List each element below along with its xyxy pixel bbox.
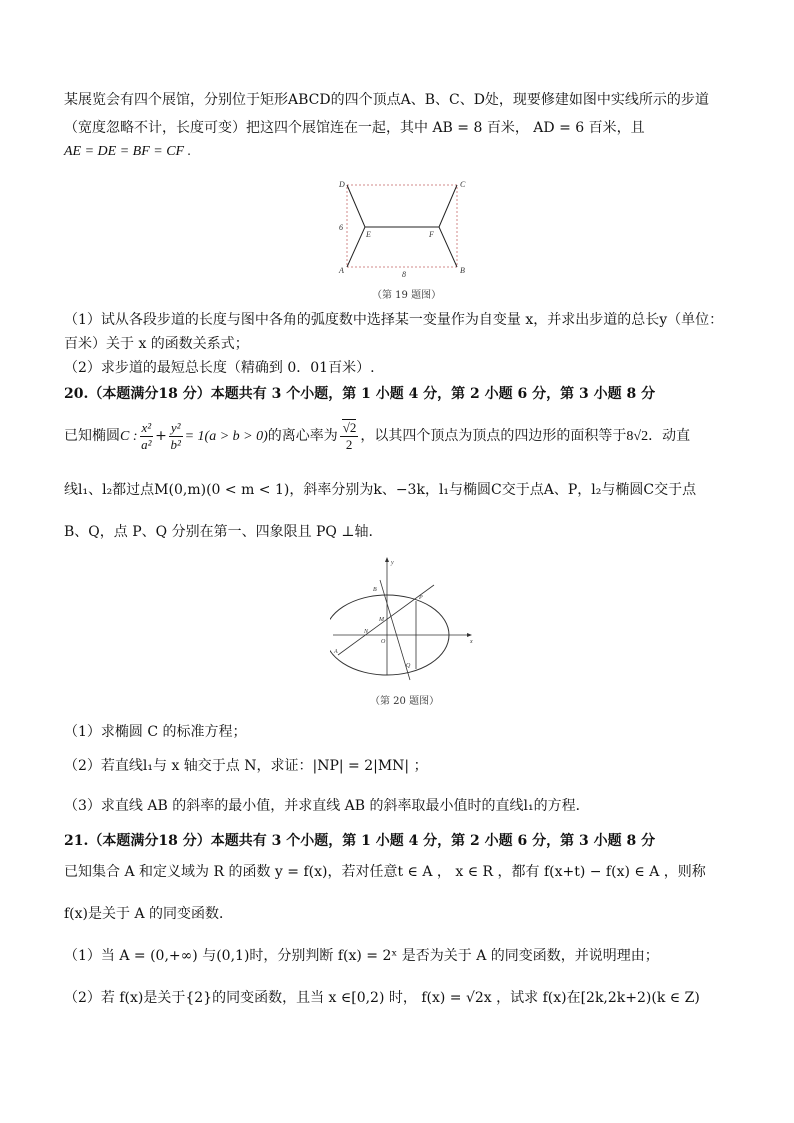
q20-eq-rest: = 1(a > b > 0)	[184, 429, 268, 444]
q19-condition: AE = DE = BF = CF .	[64, 144, 192, 159]
label-b: B	[460, 266, 465, 275]
q19-figure	[330, 175, 470, 280]
label-a: A	[339, 266, 344, 275]
label-p: P	[419, 595, 423, 601]
q20-caption: （第 20 题图）	[370, 696, 440, 707]
q20-ellipse-name: C :	[120, 429, 138, 444]
q19-part-1b: 百米）关于 x 的函数关系式；	[64, 336, 249, 352]
q20-figure	[330, 555, 480, 685]
q20-line1-post: ，以其四个顶点为顶点的四边形的面积等于	[360, 428, 627, 444]
q20-part-2: （2）若直线l₁与 x 轴交于点 N，求证：|NP| = 2|MN| ；	[64, 758, 428, 774]
label-o: O	[381, 639, 386, 645]
q20-line-3: B、Q，点 P、Q 分别在第一、四象限且 PQ ⊥轴.	[64, 524, 373, 540]
label-d: D	[339, 180, 345, 189]
walkway-left	[347, 185, 365, 267]
q21-header: 21.（本题满分18 分）本题共有 3 个小题，第 1 小题 4 分，第 2 小题 6 分，第 3 小题 8 分	[64, 833, 656, 849]
q20-line1-mid: 的离心率为	[267, 428, 338, 444]
q20-line1-pre: 已知椭圆	[64, 428, 120, 444]
q20-line-1: 已知椭圆C : $\frac{\text{x²}}{\text{a²}}$ + $\frac{\text{y²}}{\text{b²}}$ = 1(a > b > 0)的离心率为 $\frac{√2}{2}$ ，以其四个顶点为顶点的四边形的面积等于8√2．动直	[64, 419, 691, 452]
label-b: B	[373, 587, 377, 593]
label-a: A	[334, 649, 338, 655]
label-c: C	[460, 180, 466, 189]
q20-eccentricity: $\frac{√2}{2}$	[340, 420, 359, 453]
q19-part-1a: （1）试从各段步道的长度与图中各角的弧度数中选择某一变量作为自变量 x，并求出步道的总长y（单位：	[64, 312, 724, 328]
label-e: E	[366, 230, 371, 239]
label-n: N	[364, 629, 369, 635]
q19-caption: （第 19 题图）	[372, 290, 442, 301]
q20-frac-y: $\frac{\text{y²}}{\text{b²}}$	[170, 419, 181, 452]
q20-part-1: （1）求椭圆 C 的标准方程；	[64, 724, 247, 740]
walkway-right	[439, 185, 457, 267]
q20-frac-x: $\frac{\text{x²}}{\text{a²}}$	[141, 419, 152, 452]
q21-part-2: （2）若 f(x)是关于{2}的同变函数，且当 x ∈[0,2) 时， f(x) = √2x ，试求 f(x)在[2k,2k+2)(k ∈ Z)	[64, 990, 700, 1006]
label-side-8: 8	[402, 270, 406, 279]
q19-part-2: （2）求步道的最短总长度（精确到 0．01百米）.	[64, 360, 375, 376]
q20-line-2: 线l₁、l₂都过点M(0,m)(0 < m < 1)，斜率分别为k、−3k，l₁与椭圆C交于点A、P，l₂与椭圆C交于点	[64, 482, 697, 498]
rectangle-abcd	[347, 185, 457, 267]
label-y: y	[391, 560, 394, 566]
label-side-6: 6	[339, 223, 343, 232]
q20-area: 8√2	[626, 429, 649, 444]
q21-part-1: （1）当 A = (0,+∞) 与(0,1)时，分别判断 f(x) = 2ˣ 是否为关于 A 的同变函数，并说明理由；	[64, 948, 659, 964]
label-m: M	[379, 617, 384, 623]
label-f: F	[429, 230, 434, 239]
q20-header: 20.（本题满分18 分）本题共有 3 个小题，第 1 小题 4 分，第 2 小题 6 分，第 3 小题 8 分	[64, 386, 656, 402]
q20-part-3: （3）求直线 AB 的斜率的最小值，并求直线 AB 的斜率取最小值时的直线l₁的方程．	[64, 798, 590, 814]
label-q: Q	[406, 663, 411, 669]
q21-line-1: 已知集合 A 和定义域为 R 的函数 y = f(x)，若对任意t ∈ A ， x ∈ R ，都有 f(x+t) − f(x) ∈ A ，则称	[64, 864, 706, 880]
q19-intro-line-1: 某展览会有四个展馆，分别位于矩形ABCD的四个顶点A、B、C、D处，现要修建如图中实线所示的步道	[64, 92, 709, 108]
label-x: x	[470, 639, 473, 645]
q21-line-2: f(x)是关于 A 的同变函数．	[64, 906, 234, 922]
q19-intro-line-2: （宽度忽略不计，长度可变）把这四个展馆连在一起，其中 AB = 8 百米， AD = 6 百米，且	[64, 120, 645, 136]
q20-line1-end: ．动直	[648, 428, 691, 444]
